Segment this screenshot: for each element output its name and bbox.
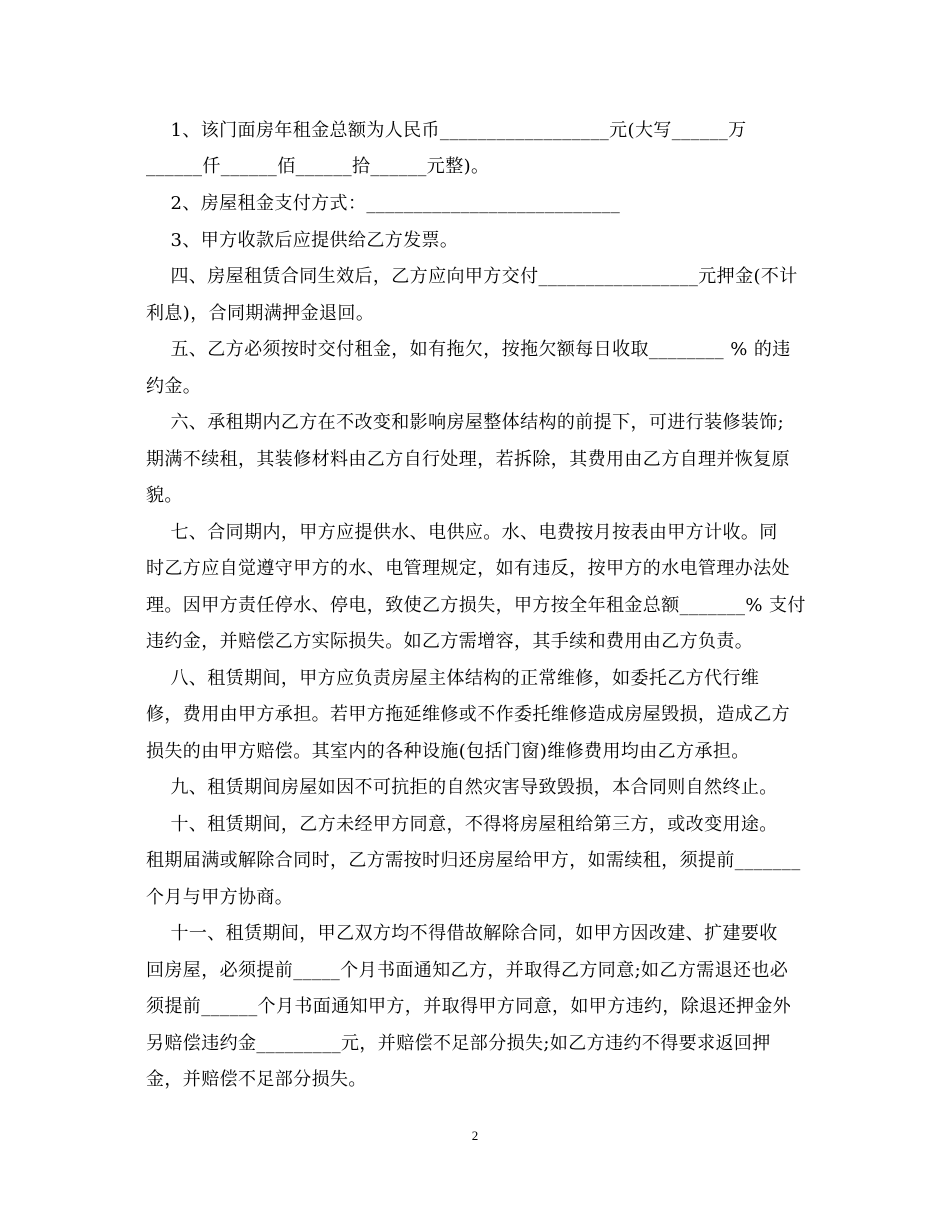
text-line: 违约金，并赔偿乙方实际损失。如乙方需增容，其手续和费用由乙方负责。 bbox=[146, 631, 754, 652]
text-line: 貌。 bbox=[146, 485, 183, 506]
text-line: 2、房屋租金支付方式：___________________________ bbox=[146, 193, 621, 214]
text-line: 时乙方应自觉遵守甲方的水、电管理规定，如有违反，按甲方的水电管理办法处 bbox=[146, 558, 790, 579]
text-line: 损失的由甲方赔偿。其室内的各种设施(包括门窗)维修费用均由乙方承担。 bbox=[146, 741, 750, 762]
text-line: 理。因甲方责任停水、停电，致使乙方损失，甲方按全年租金总额_______% 支付 bbox=[146, 595, 806, 616]
text-line: 期满不续租，其装修材料由乙方自行处理，若拆除，其费用由乙方自理并恢复原 bbox=[146, 449, 790, 470]
text-line: 六、承租期内乙方在不改变和影响房屋整体结构的前提下，可进行装修装饰; bbox=[146, 412, 785, 433]
page-number: 2 bbox=[471, 1128, 479, 1143]
text-line: 修，费用由甲方承担。若甲方拖延维修或不作委托维修造成房屋毁损，造成乙方 bbox=[146, 704, 790, 725]
text-line: 个月与甲方协商。 bbox=[146, 887, 294, 908]
text-line: 回房屋，必须提前_____个月书面通知乙方，并取得乙方同意;如乙方需退还也必 bbox=[146, 960, 789, 981]
text-line: 七、合同期内，甲方应提供水、电供应。水、电费按月按表由甲方计收。同 bbox=[146, 522, 778, 543]
text-line: ______仟______佰______拾______元整)。 bbox=[146, 156, 490, 177]
text-line: 须提前______个月书面通知甲方，并取得甲方同意，如甲方违约，除退还押金外 bbox=[146, 996, 792, 1017]
text-line: 租期届满或解除合同时，乙方需按时归还房屋给甲方，如需续租，须提前_______ bbox=[146, 850, 801, 871]
text-line: 九、租赁期间房屋如因不可抗拒的自然灾害导致毁损，本合同则自然终止。 bbox=[146, 777, 778, 798]
text-line: 1、该门面房年租金总额为人民币__________________元(大写______万 bbox=[146, 120, 747, 141]
text-line: 约金。 bbox=[146, 376, 202, 397]
text-line: 另赔偿违约金_________元，并赔偿不足部分损失;如乙方违约不得要求返回押 bbox=[146, 1033, 771, 1054]
text-line: 3、甲方收款后应提供给乙方发票。 bbox=[146, 230, 459, 251]
text-line: 十一、租赁期间，甲乙双方均不得借故解除合同，如甲方因改建、扩建要收 bbox=[146, 923, 778, 944]
text-line: 利息)，合同期满押金退回。 bbox=[146, 303, 375, 324]
text-line: 四、房屋租赁合同生效后，乙方应向甲方交付_________________元押金(不计 bbox=[146, 266, 798, 287]
text-line: 金，并赔偿不足部分损失。 bbox=[146, 1069, 367, 1090]
text-line: 五、乙方必须按时交付租金，如有拖欠，按拖欠额每日收取________ % 的违 bbox=[146, 339, 791, 360]
text-line: 十、租赁期间，乙方未经甲方同意，不得将房屋租给第三方，或改变用途。 bbox=[146, 814, 778, 835]
text-line: 八、租赁期间，甲方应负责房屋主体结构的正常维修，如委托乙方代行维 bbox=[146, 668, 760, 689]
